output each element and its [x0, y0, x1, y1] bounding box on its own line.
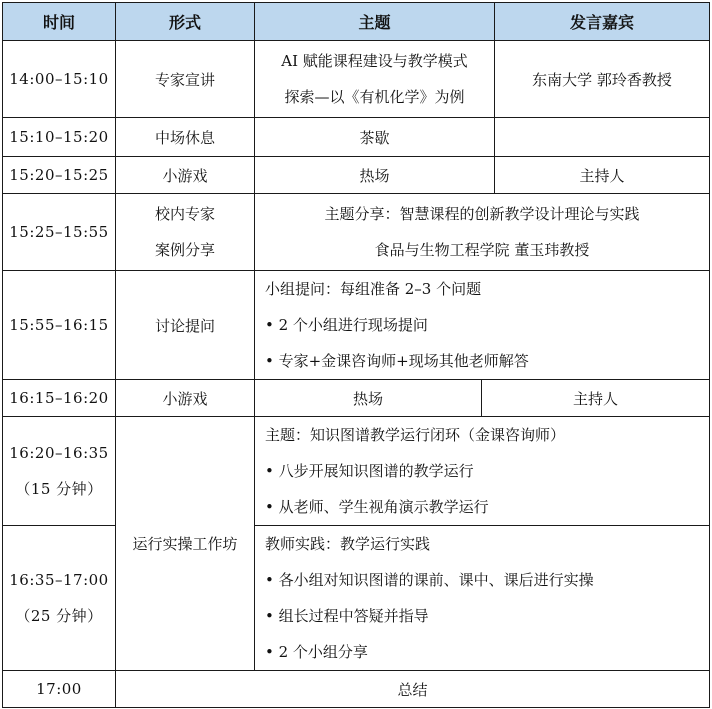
header-speaker: 发言嘉宾 [495, 3, 710, 41]
bullet-item: • 各小组对知识图谱的课前、课中、课后进行实操 [265, 571, 594, 589]
format-cell: 讨论提问 [116, 271, 255, 380]
topic-line: 主题：知识图谱教学运行闭环（金课咨询师） [265, 426, 566, 444]
bullet-item: • 专家+金课咨询师+现场其他老师解答 [265, 352, 529, 370]
bullet-item: • 2 个小组分享 [265, 643, 368, 661]
header-format: 形式 [116, 3, 255, 41]
format-cell [116, 194, 255, 271]
topic-cell: 茶歇 [255, 118, 495, 157]
table-row [3, 194, 710, 271]
topic-cell [255, 417, 710, 526]
speaker-cell [495, 118, 710, 157]
summary-cell: 总结 [116, 671, 710, 708]
time-cell: 16:15–16:20 [3, 380, 116, 417]
bullet-item: • 八步开展知识图谱的教学运行 [265, 462, 474, 480]
duration-note: （25 分钟） [15, 607, 103, 625]
topic-line: AI 赋能课程建设与教学模式 [281, 52, 468, 70]
format-line: 案例分享 [154, 241, 215, 259]
topic-cell [255, 41, 495, 118]
time-cell [3, 417, 116, 526]
time-cell: 15:20–15:25 [3, 157, 116, 194]
time-cell: 15:10–15:20 [3, 118, 116, 157]
speaker-cell: 主持人 [495, 157, 710, 194]
topic-line: 食品与生物工程学院 董玉玮教授 [374, 241, 590, 259]
table-row [3, 671, 710, 708]
topic-line: 小组提问：每组准备 2–3 个问题 [265, 280, 482, 298]
bullet-item: • 2 个小组进行现场提问 [265, 316, 428, 334]
bullet-item: • 从老师、学生视角演示教学运行 [265, 498, 489, 516]
topic-cell: 热场 [255, 157, 495, 194]
time-cell [3, 526, 116, 671]
table-row [3, 526, 710, 671]
time-cell: 14:00–15:10 [3, 41, 116, 118]
topic-cell [255, 526, 710, 671]
table-row [3, 118, 710, 157]
table-row [3, 41, 710, 118]
topic-cell [255, 194, 710, 271]
topic-line: 探索—以《有机化学》为例 [284, 88, 465, 106]
topic-line: 主题分享：智慧课程的创新教学设计理论与实践 [324, 205, 640, 223]
header-row [3, 3, 710, 41]
time-line: 16:35–17:00 [9, 571, 109, 589]
format-cell: 小游戏 [116, 157, 255, 194]
topic-line: 教师实践：教学运行实践 [265, 535, 431, 553]
speaker-cell: 东南大学 郭玲香教授 [495, 41, 710, 118]
table-row [3, 380, 710, 417]
topic-cell: 热场 [255, 380, 482, 417]
time-line: 16:20–16:35 [9, 444, 109, 462]
table-row [3, 157, 710, 194]
format-line: 校内专家 [154, 205, 215, 223]
bullet-item: • 组长过程中答疑并指导 [265, 607, 429, 625]
header-topic: 主题 [255, 3, 495, 41]
format-cell: 小游戏 [116, 380, 255, 417]
header-time: 时间 [3, 3, 116, 41]
time-cell: 17:00 [3, 671, 116, 708]
time-cell: 15:25–15:55 [3, 194, 116, 271]
table-row [3, 271, 710, 380]
format-cell: 中场休息 [116, 118, 255, 157]
time-cell: 15:55–16:15 [3, 271, 116, 380]
format-cell: 专家宣讲 [116, 41, 255, 118]
duration-note: （15 分钟） [15, 480, 103, 498]
speaker-cell: 主持人 [482, 380, 710, 417]
topic-cell [255, 271, 710, 380]
schedule-table [2, 2, 710, 708]
workshop-format-cell: 运行实操工作坊 [116, 417, 255, 671]
table-row [3, 417, 710, 526]
